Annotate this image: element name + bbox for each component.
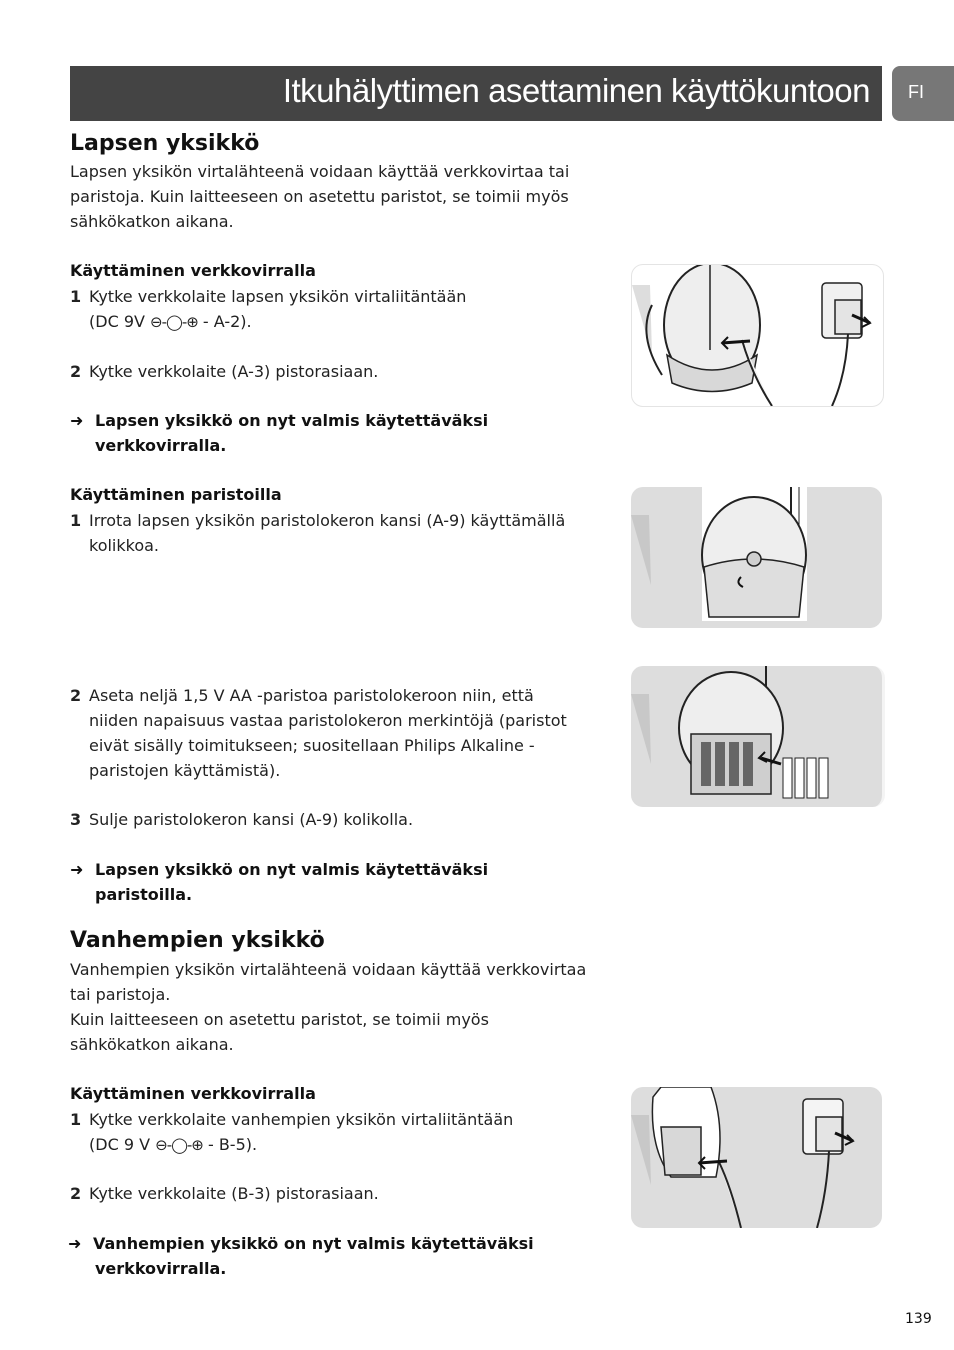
result-line: paristoilla. (95, 885, 193, 904)
illustration-baby-unit-battery-cover (631, 487, 882, 628)
subheading-baby-mains: Käyttäminen verkkovirralla (70, 261, 316, 280)
step-text: Kytke verkkolaite (A-3) pistorasiaan. (89, 362, 379, 381)
step-baby-battery-2 (70, 683, 600, 783)
step-text: Kytke verkkolaite (B-3) pistorasiaan. (89, 1184, 379, 1203)
subheading-parent-mains: Käyttäminen verkkovirralla (70, 1084, 316, 1103)
result-line: verkkovirralla. (95, 1259, 227, 1278)
intro-line: sähkökatkon aikana. (70, 212, 234, 231)
result-baby-mains (70, 408, 600, 458)
page-number: 139 (905, 1311, 932, 1327)
result-baby-battery (70, 857, 600, 907)
step-text-line: Kytke verkkolaite vanhempien yksikön virtaliitäntään (89, 1110, 514, 1129)
step-text-line-2 (70, 309, 600, 335)
page-title: Itkuhälyttimen asettaminen käyttökuntoon (282, 72, 870, 109)
illustration-baby-unit-insert-batteries (631, 666, 885, 807)
result-line: Vanhempien yksikkö on nyt valmis käytettäväksi (93, 1234, 534, 1253)
step-number: 1 (70, 287, 82, 306)
step-text-line: niiden napaisuus vastaa paristolokeron merkintöjä (paristot (89, 711, 567, 730)
step-number: 2 (70, 686, 82, 705)
section-heading-baby-unit: Lapsen yksikkö (70, 131, 260, 156)
section-heading-parent-unit: Vanhempien yksikkö (70, 928, 325, 953)
step-number: 1 (70, 1110, 82, 1129)
result-line: verkkovirralla. (95, 436, 227, 455)
step-text-line: paristojen käyttämistä). (89, 761, 281, 780)
step-baby-mains-2 (70, 359, 600, 384)
language-code: FI (908, 82, 924, 102)
step-text: Sulje paristolokeron kansi (A-9) kolikolla. (89, 810, 414, 829)
step-text-line-2 (70, 1132, 600, 1158)
intro-line: sähkökatkon aikana. (70, 1035, 234, 1054)
intro-line: Lapsen yksikön virtalähteenä voidaan käyttää verkkovirtaa tai (70, 162, 570, 181)
step-baby-mains-1 (70, 284, 600, 335)
result-parent-mains (70, 1231, 600, 1281)
intro-line: Kuin laitteeseen on asetettu paristot, se toimii myös (70, 1010, 489, 1029)
result-line: Lapsen yksikkö on nyt valmis käytettäväksi (95, 411, 489, 430)
result-line: Lapsen yksikkö on nyt valmis käytettäväksi (95, 860, 489, 879)
baby-unit-intro (70, 159, 600, 234)
language-tab (892, 66, 954, 121)
polarity-symbol-icon: ⊖-◯-⊕ (150, 313, 198, 331)
arrow-right-icon: ➜ (68, 1234, 82, 1253)
step-number: 2 (70, 362, 82, 381)
arrow-right-icon: ➜ (70, 860, 84, 879)
polarity-symbol-icon: ⊖-◯-⊕ (155, 1136, 203, 1154)
step-number: 2 (70, 1184, 82, 1203)
step-text-line: Aseta neljä 1,5 V AA -paristoa paristolokeroon niin, että (89, 686, 534, 705)
intro-line: tai paristoja. (70, 985, 171, 1004)
intro-line: Vanhempien yksikön virtalähteenä voidaan käyttää verkkovirtaa (70, 960, 587, 979)
step-text-line: kolikkoa. (89, 536, 160, 555)
subheading-baby-battery: Käyttäminen paristoilla (70, 485, 282, 504)
intro-line: paristoja. Kuin laitteeseen on asetettu paristot, se toimii myös (70, 187, 569, 206)
dc-label: (DC 9V (89, 312, 145, 331)
connector-ref: - B-5). (202, 1135, 258, 1154)
step-baby-battery-3 (70, 807, 600, 832)
arrow-right-icon: ➜ (70, 411, 84, 430)
connector-ref: - A-2). (202, 312, 252, 331)
illustration-baby-unit-mains (631, 264, 884, 407)
step-text-line: Irrota lapsen yksikön paristolokeron kansi (A-9) käyttämällä (89, 511, 566, 530)
step-text-line: Kytke verkkolaite lapsen yksikön virtaliitäntään (89, 287, 467, 306)
step-parent-mains-1 (70, 1107, 600, 1158)
step-text-line: eivät sisälly toimitukseen; suositellaan Philips Alkaline - (89, 736, 535, 755)
step-number: 3 (70, 810, 82, 829)
parent-unit-intro (70, 957, 600, 1057)
page-title-bar (70, 66, 882, 121)
step-baby-battery-1 (70, 508, 600, 558)
step-parent-mains-2 (70, 1181, 600, 1206)
dc-label: (DC 9 V (89, 1135, 151, 1154)
illustration-parent-unit-mains (631, 1087, 882, 1228)
step-number: 1 (70, 511, 82, 530)
